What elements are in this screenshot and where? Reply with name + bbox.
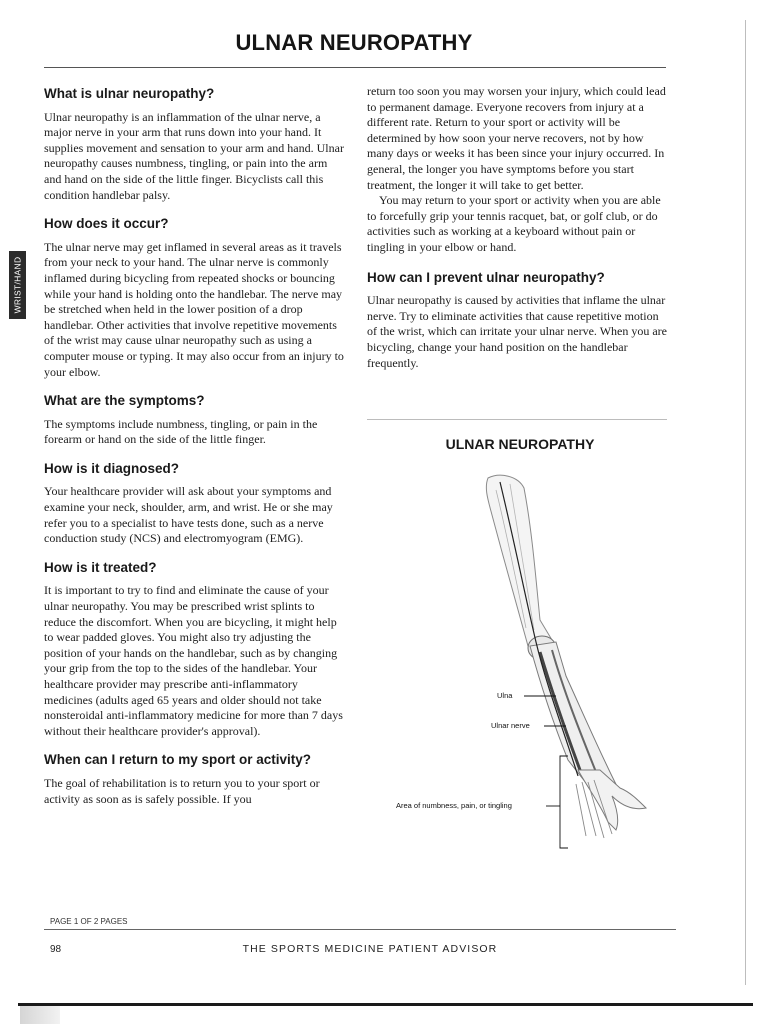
section-prevent — [367, 270, 667, 372]
side-tab-label: WRIST/HAND — [12, 256, 23, 314]
side-tab — [9, 251, 26, 319]
area-bracket — [560, 756, 568, 848]
section-what-is — [44, 86, 344, 203]
section-return — [44, 752, 344, 807]
section-heading: What are the symptoms? — [44, 393, 205, 409]
section-heading: When can I return to my sport or activity? — [44, 752, 312, 768]
section-paragraph: return too soon you may worsen your injury, which could lead to permanent damage. Everyone recovers from injury at a different rate. Return to your sport or activity will be determined by how soon your nerve recovers, not by how many days or weeks it has been since your injury occurred. In general, the longer you have symptoms before you start treatment, the longer it will take to get better. — [367, 84, 666, 192]
ulna-label: Ulna — [497, 691, 513, 700]
left-column — [44, 86, 344, 820]
footer-rule — [44, 929, 676, 930]
section-diagnosed — [44, 461, 344, 547]
section-paragraph: Ulnar neuropathy is caused by activities that inflame the ulnar nerve. Try to eliminate activities that cause repetitive motion of the wrist, which can irritate your ulnar nerve. When you are bicycling, change your hand position on the handlebar frequently. — [367, 293, 667, 370]
section-paragraph: The goal of rehabilitation is to return you to your sport or activity as soon as is safely possible. If you — [44, 775, 320, 806]
section-paragraph: Your healthcare provider will ask about your symptoms and examine your neck, shoulder, arm, and wrist. He or she may refer you to a specialist to have tests done, such as a nerve conduction study (NCS) and electromyogram (EMG). — [44, 484, 333, 546]
right-column — [367, 84, 667, 384]
upper-arm-outline — [486, 475, 552, 646]
figure-title: ULNAR NEUROPATHY — [445, 436, 595, 452]
page-title: ULNAR NEUROPATHY — [235, 30, 473, 55]
section-heading: How is it diagnosed? — [44, 460, 180, 476]
publisher-line: THE SPORTS MEDICINE PATIENT ADVISOR — [242, 943, 498, 955]
scan-smudge — [20, 1006, 60, 1024]
section-paragraph: The ulnar nerve may get inflamed in several areas as it travels from your neck to your hand. The ulnar nerve is commonly inflamed during bicycling from repeated shocks or bouncing while your hand is holding onto the handlebar. The nerve may be stretched when held in the lower position of a drop handlebar. Other activities that involve repetitive movements of the wrist may cause ulnar neuropathy such as using a computer mouse or typing. It may also occur from an injury to your elbow. — [44, 239, 344, 379]
section-return-continued — [367, 84, 667, 256]
section-paragraph: The symptoms include numbness, tingling, or pain in the forearm or hand on the side of the little finger. — [44, 416, 318, 447]
section-heading: How can I prevent ulnar neuropathy? — [367, 269, 605, 285]
figure-rule — [367, 419, 667, 420]
section-how-occur — [44, 216, 344, 380]
section-paragraph: Ulnar neuropathy is an inflammation of the ulnar nerve, a major nerve in your arm that runs down into your hand. It supplies movement and sensation to your arm and hand. Ulnar neuropathy causes numbness, tingling, or pain into the arm and hand on the side of the little finger. Bicyclists call this condition handlebar palsy. — [44, 109, 344, 202]
section-heading: How is it treated? — [44, 559, 157, 575]
section-symptoms — [44, 393, 344, 448]
section-heading: What is ulnar neuropathy? — [44, 86, 215, 101]
section-treated — [44, 560, 344, 740]
page-number: 98 — [50, 944, 62, 955]
area-label: Area of numbness, pain, or tingling — [396, 801, 512, 810]
scan-bottom-bar — [18, 1003, 753, 1006]
section-paragraph: You may return to your sport or activity when you are able to forcefully grip your tennis racquet, bat, or golf club, or do activities such as working at a keyboard without pain or tingling in your elbow or hand. — [367, 193, 661, 254]
section-heading: How does it occur? — [44, 216, 169, 232]
page-of-label: PAGE 1 OF 2 PAGES — [50, 917, 128, 926]
section-paragraph: It is important to try to find and eliminate the cause of your ulnar neuropathy. You may be prescribed wrist splints to reduce the discomfort. When you are bicycling, it might help to wear padded gloves. You might also try adjusting the position of your hands on the handlebar, such as by changing your grip from the top to the sides of the handlebar. Your healthcare provider may prescribe anti-inflammatory medicines (adults aged 65 years and older should not take nonsteroidal anti-inflammatory medicine for more than 7 days without their healthcare provider's approval). — [44, 583, 343, 738]
title-rule — [44, 67, 666, 68]
ulnar-nerve-label: Ulnar nerve — [491, 721, 530, 730]
scan-edge-line — [745, 20, 746, 985]
